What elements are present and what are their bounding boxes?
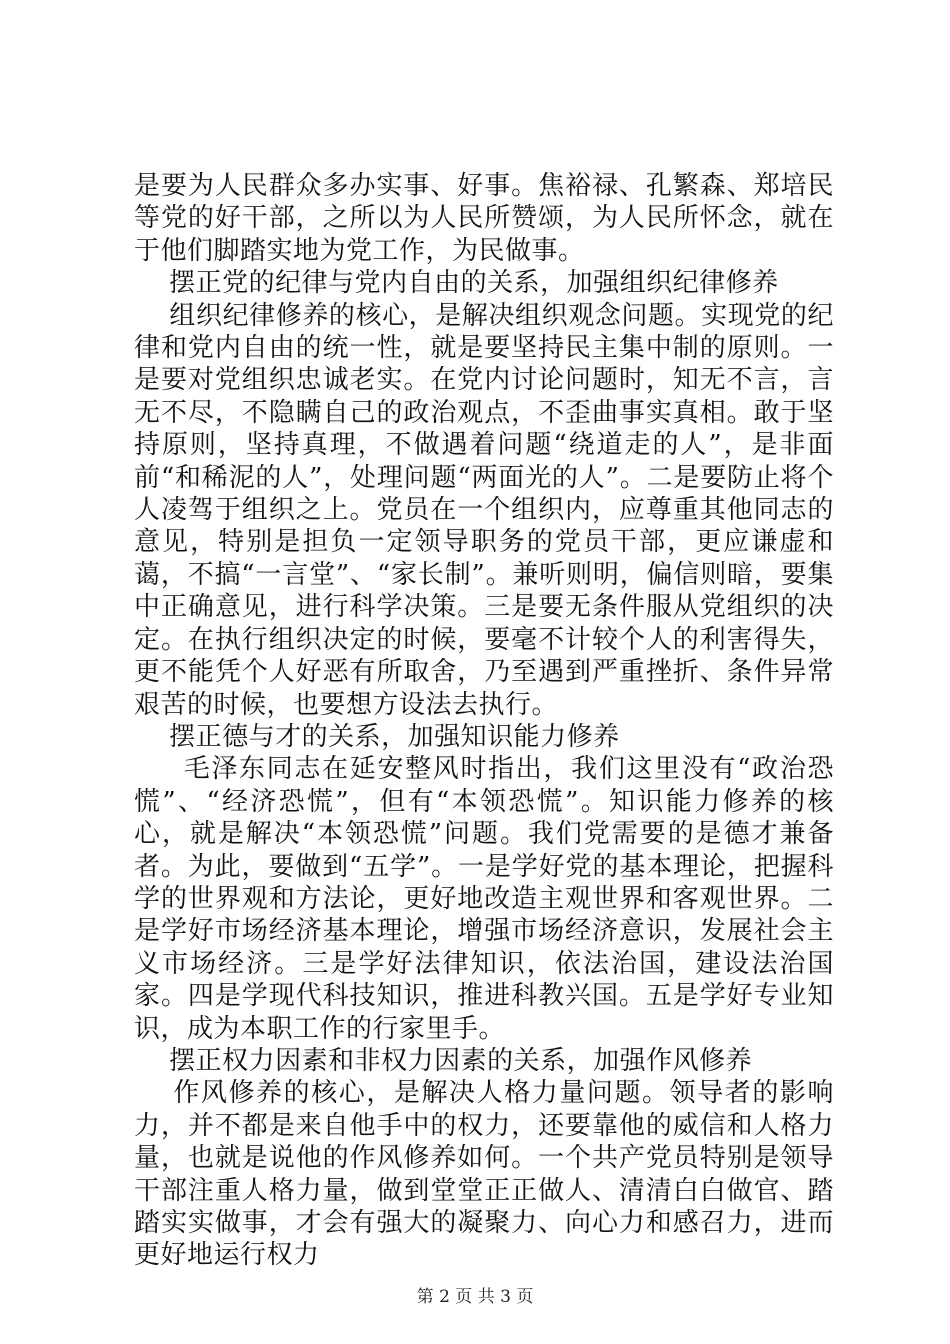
paragraph-style: 作风修养的核心，是解决人格力量问题。领导者的影响力，并不都是来自他手中的权力，还要靠他的威信和人格力量，也就是说他的作风修养如何。一个共产党员特别是领导干部注重人格力量，做到堂堂正正做人、清清白白做官、踏踏实实做事，才会有强大的凝聚力、向心力和感召力，进而更好地运行权力 — [134, 1078, 834, 1271]
paragraph-discipline: 组织纪律修养的核心，是解决组织观念问题。实现党的纪律和党内自由的统一性，就是要坚持民主集中制的原则。一是要对党组织忠诚老实。在党内讨论问题时，知无不言，言无不尽，不隐瞒自己的政治观点，不歪曲事实真相。敢于坚持原则，坚持真理，不做遇着问题“绕道走的人”，是非面前“和稀泥的人”，处理问题“两面光的人”。二是要防止将个人凌驾于组织之上。党员在一个组织内，应尊重其他同志的意见，特别是担负一定领导职务的党员干部，更应谦虚和蔼，不搞“一言堂”、“家长制”。兼听则明，偏信则暗，要集中正确意见，进行科学决策。三是要无条件服从党组织的决定。在执行组织决定的时候，要毫不计较个人的利害得失，更不能凭个人好恶有所取舍，乃至遇到严重挫折、条件异常艰苦的时候，也要想方设法去执行。 — [134, 300, 834, 720]
section-heading-knowledge: 摆正德与才的关系，加强知识能力修养 — [134, 721, 620, 752]
section-heading-discipline: 摆正党的纪律与党内自由的关系，加强组织纪律修养 — [134, 268, 779, 299]
section-heading-style: 摆正权力因素和非权力因素的关系，加强作风修养 — [134, 1045, 753, 1076]
paragraph-intro: 是要为人民群众多办实事、好事。焦裕禄、孔繁森、郑培民等党的好干部，之所以为人民所赞颂，为人民所怀念，就在于他们脚踏实地为党工作，为民做事。 — [134, 171, 834, 266]
document-body — [134, 170, 834, 1272]
paragraph-knowledge: 毛泽东同志在延安整风时指出，我们这里没有“政治恐慌”、“经济恐慌”，但有“本领恐慌”。知识能力修养的核心，就是解决“本领恐慌”问题。我们党需要的是德才兼备者。为此，要做到“五学”。一是学好党的基本理论，把握科学的世界观和方法论，更好地改造主观世界和客观世界。二是学好市场经济基本理论，增强市场经济意识，发展社会主义市场经济。三是学好法律知识，依法治国，建设法治国家。四是学现代科技知识，推进科教兴国。五是学好专业知识，成为本职工作的行家里手。 — [134, 754, 835, 1044]
page-number-footer: 第 2 页 共 3 页 — [416, 1287, 534, 1307]
